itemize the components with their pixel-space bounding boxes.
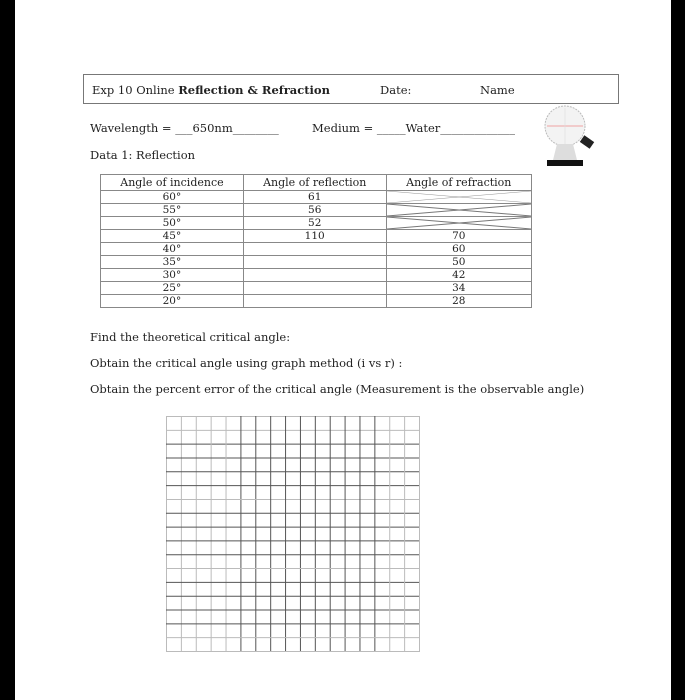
crossed-cell xyxy=(386,204,531,217)
cell: 28 xyxy=(386,295,531,308)
cell: 40° xyxy=(101,243,244,256)
table-row xyxy=(101,204,532,217)
protractor-image-icon xyxy=(537,104,607,174)
name-label: Name xyxy=(480,83,515,97)
document-page xyxy=(15,0,671,700)
cell xyxy=(243,256,386,269)
date-label: Date: xyxy=(380,83,412,97)
question-2: Obtain the critical angle using graph method (i vs r) : xyxy=(90,356,403,370)
cell: 50° xyxy=(101,217,244,230)
data-section-title: Data 1: Reflection xyxy=(90,148,196,162)
crossed-cell xyxy=(386,191,531,204)
question-1: Find the theoretical critical angle: xyxy=(90,330,291,344)
cell: 61 xyxy=(243,191,386,204)
table-row xyxy=(101,256,532,269)
data-table xyxy=(100,174,532,308)
header-box xyxy=(83,74,619,104)
header-title: Exp 10 Online Reflection & Refraction xyxy=(92,83,330,97)
cell: 20° xyxy=(101,295,244,308)
table-row xyxy=(101,230,532,243)
cell: 35° xyxy=(101,256,244,269)
cell xyxy=(243,282,386,295)
cell: 45° xyxy=(101,230,244,243)
cell: 70 xyxy=(386,230,531,243)
question-3: Obtain the percent error of the critical angle (Measurement is the observable angle) xyxy=(90,382,585,396)
cell: 50 xyxy=(386,256,531,269)
col-header: Angle of incidence xyxy=(101,175,244,191)
graph-paper-grid xyxy=(166,416,420,652)
table-row xyxy=(101,217,532,230)
cell: 25° xyxy=(101,282,244,295)
cell: 110 xyxy=(243,230,386,243)
cell: 55° xyxy=(101,204,244,217)
col-header: Angle of refraction xyxy=(386,175,531,191)
table-row xyxy=(101,295,532,308)
wavelength-field: Wavelength = ___650nm________ xyxy=(90,121,279,135)
cell xyxy=(243,295,386,308)
cell xyxy=(243,243,386,256)
cell: 60 xyxy=(386,243,531,256)
table-row xyxy=(101,269,532,282)
cell: 30° xyxy=(101,269,244,282)
crossed-cell xyxy=(386,217,531,230)
cell xyxy=(243,269,386,282)
cell: 56 xyxy=(243,204,386,217)
table-row xyxy=(101,243,532,256)
table-row xyxy=(101,191,532,204)
cell: 34 xyxy=(386,282,531,295)
medium-field: Medium = _____Water_____________ xyxy=(312,121,515,135)
table-row xyxy=(101,282,532,295)
cell: 60° xyxy=(101,191,244,204)
cell: 52 xyxy=(243,217,386,230)
cell: 42 xyxy=(386,269,531,282)
col-header: Angle of reflection xyxy=(243,175,386,191)
